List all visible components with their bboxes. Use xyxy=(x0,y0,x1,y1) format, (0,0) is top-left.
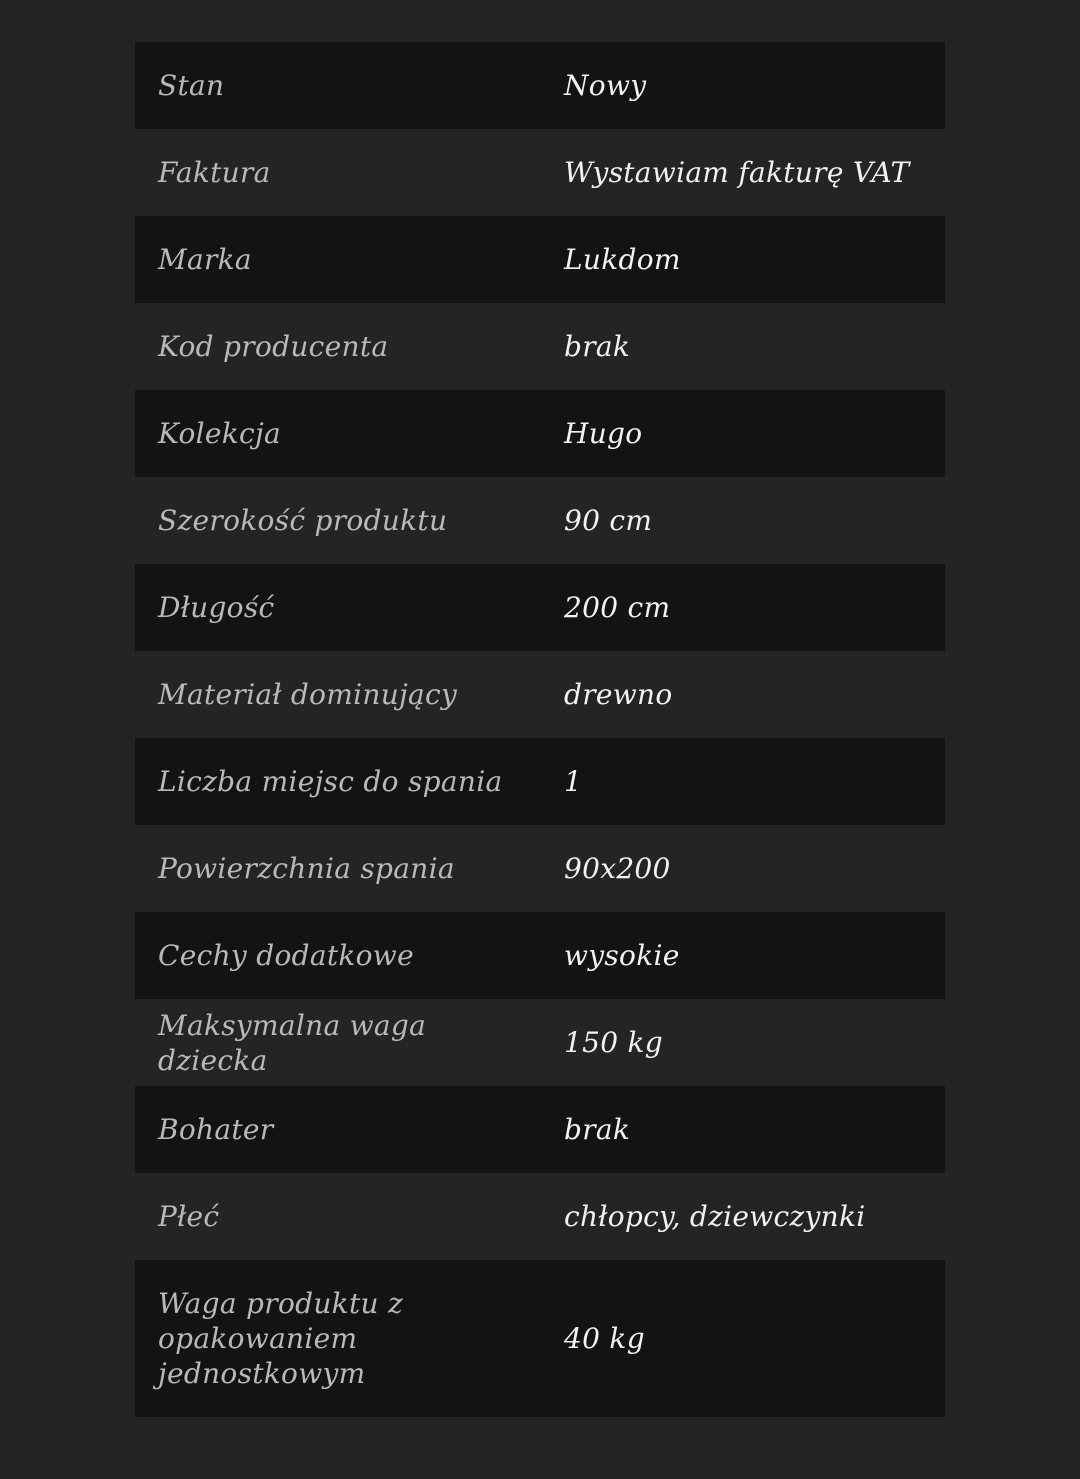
spec-row-dlugosc xyxy=(135,564,945,651)
spec-row-faktura xyxy=(135,129,945,216)
spec-label: Kod producenta xyxy=(158,330,389,363)
spec-row-bohater xyxy=(135,1086,945,1173)
spec-value: Nowy xyxy=(564,69,647,102)
spec-label: Długość xyxy=(158,591,275,624)
spec-label: Liczba miejsc do spania xyxy=(158,765,503,798)
spec-row-stan xyxy=(135,42,945,129)
spec-row-powierzchnia xyxy=(135,825,945,912)
spec-value: Wystawiam fakturę VAT xyxy=(564,156,910,189)
spec-value: 1 xyxy=(564,765,583,798)
spec-row-cechy xyxy=(135,912,945,999)
spec-row-waga-produktu xyxy=(135,1260,945,1417)
spec-label: Maksymalna waga dziecka xyxy=(158,1008,427,1077)
spec-value: Hugo xyxy=(564,417,643,450)
spec-value: 90x200 xyxy=(564,852,671,885)
spec-row-liczba-miejsc xyxy=(135,738,945,825)
spec-label: Płeć xyxy=(158,1200,220,1233)
spec-label: Faktura xyxy=(158,156,271,189)
spec-label: Marka xyxy=(158,243,252,276)
spec-row-kod-producenta xyxy=(135,303,945,390)
spec-row-maks-waga xyxy=(135,999,945,1086)
spec-value: Lukdom xyxy=(564,243,681,276)
spec-label: Szerokość produktu xyxy=(158,504,448,537)
spec-label: Waga produktu z opakowaniem jednostkowym xyxy=(158,1287,404,1390)
spec-label: Bohater xyxy=(158,1113,274,1146)
spec-label: Materiał dominujący xyxy=(158,678,458,711)
spec-value: brak xyxy=(564,330,631,363)
spec-value: brak xyxy=(564,1113,631,1146)
spec-value: drewno xyxy=(564,678,673,711)
spec-row-marka xyxy=(135,216,945,303)
spec-value: chłopcy, dziewczynki xyxy=(564,1200,866,1233)
spec-label: Kolekcja xyxy=(158,417,281,450)
spec-value: 200 cm xyxy=(564,591,671,624)
spec-row-material xyxy=(135,651,945,738)
spec-value: wysokie xyxy=(564,939,680,972)
spec-value: 150 kg xyxy=(564,1026,664,1059)
spec-label: Stan xyxy=(158,69,225,102)
spec-row-plec xyxy=(135,1173,945,1260)
specifications-table xyxy=(135,42,945,1417)
spec-value: 40 kg xyxy=(564,1322,645,1355)
spec-row-szerokosc xyxy=(135,477,945,564)
spec-value: 90 cm xyxy=(564,504,653,537)
spec-label: Powierzchnia spania xyxy=(158,852,455,885)
spec-label: Cechy dodatkowe xyxy=(158,939,414,972)
spec-row-kolekcja xyxy=(135,390,945,477)
